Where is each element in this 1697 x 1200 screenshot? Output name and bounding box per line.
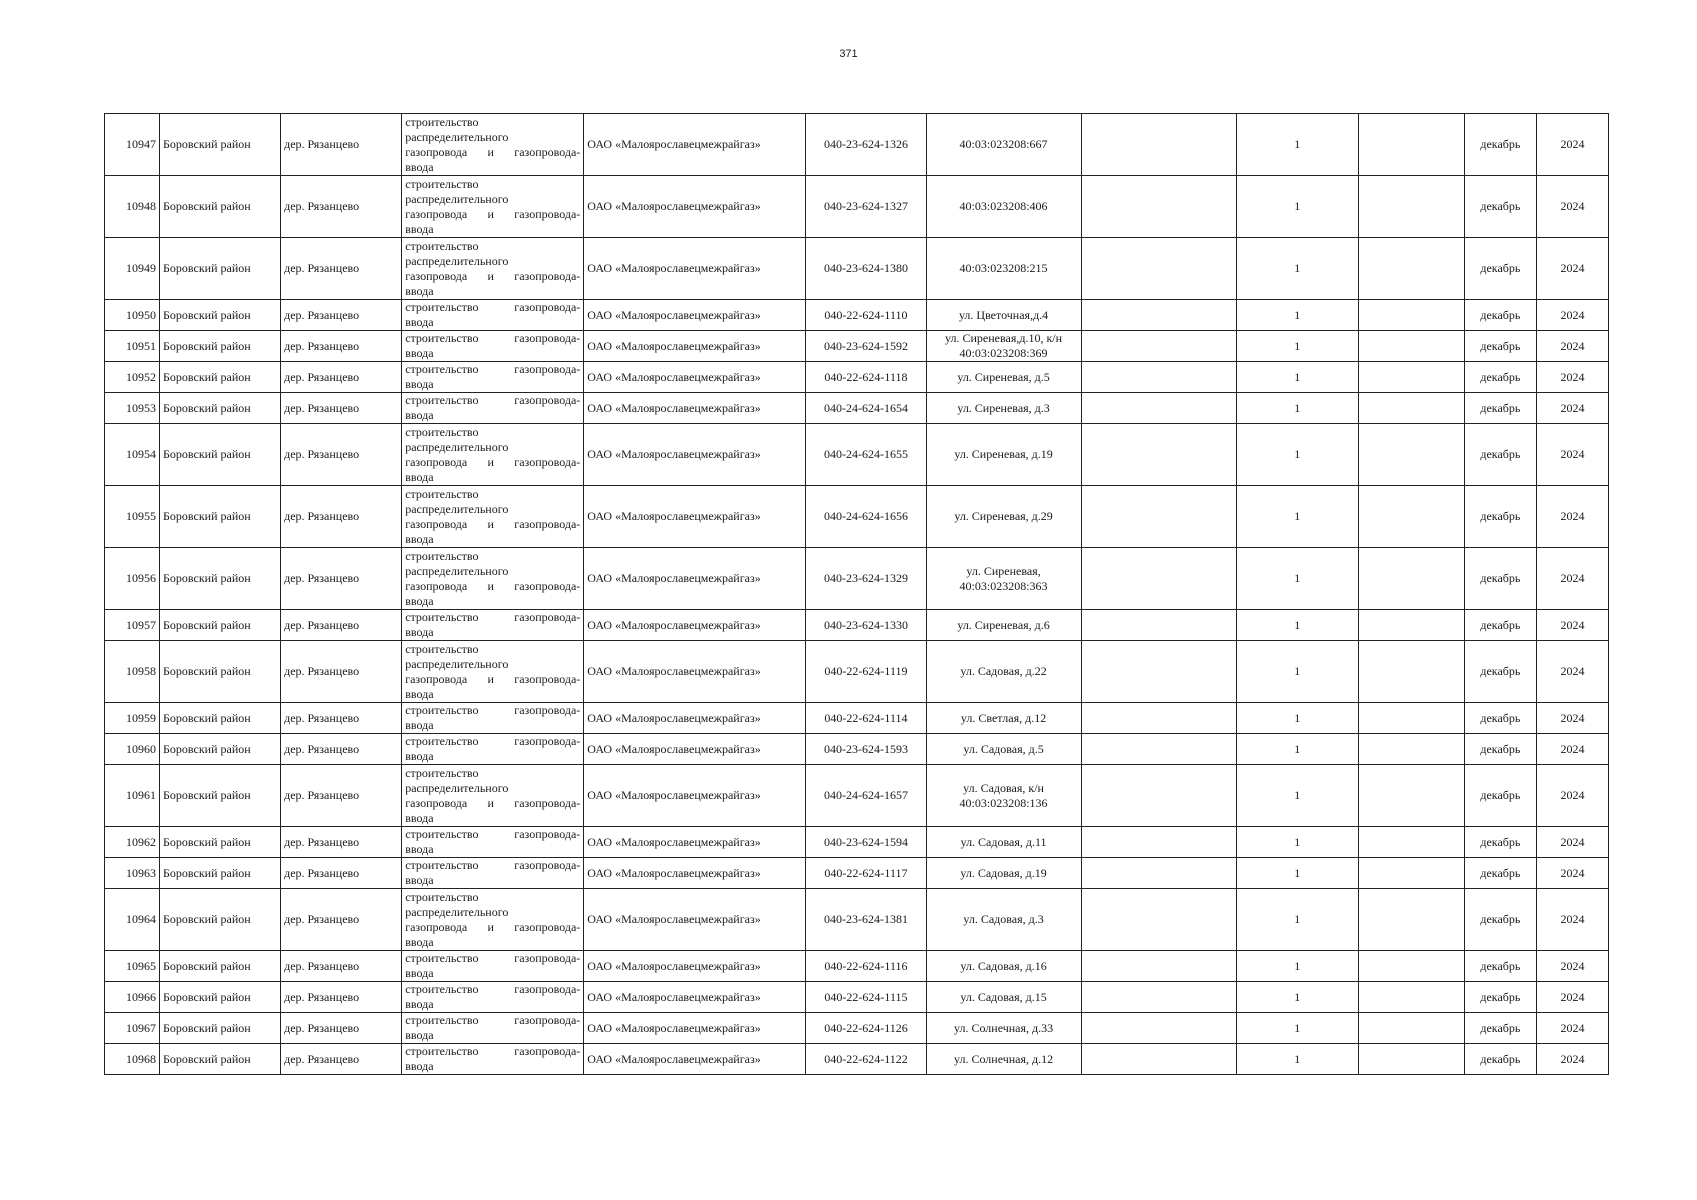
- work-type-cell: строительство распределительного газопровода и газопровода- ввода: [402, 548, 584, 610]
- object-address-cell: ул. Сиреневая, д.29: [926, 486, 1081, 548]
- district-cell: Боровский район: [160, 424, 281, 486]
- empty-cell: [1358, 858, 1464, 889]
- row-number-cell: 10947: [105, 114, 160, 176]
- quantity-cell: 1: [1236, 703, 1358, 734]
- empty-cell: [1358, 238, 1464, 300]
- month-cell: декабрь: [1464, 238, 1536, 300]
- empty-cell: [1081, 827, 1236, 858]
- year-cell: 2024: [1536, 393, 1608, 424]
- permit-number-cell: 040-22-624-1117: [806, 858, 926, 889]
- village-cell: дер. Рязанцево: [281, 331, 402, 362]
- village-cell: дер. Рязанцево: [281, 610, 402, 641]
- district-cell: Боровский район: [160, 827, 281, 858]
- permit-number-cell: 040-23-624-1593: [806, 734, 926, 765]
- organization-cell: ОАО «Малоярославецмежрайгаз»: [584, 362, 806, 393]
- organization-cell: ОАО «Малоярославецмежрайгаз»: [584, 827, 806, 858]
- table-row: [105, 765, 1609, 827]
- permit-number-cell: 040-23-624-1592: [806, 331, 926, 362]
- year-cell: 2024: [1536, 734, 1608, 765]
- organization-cell: ОАО «Малоярославецмежрайгаз»: [584, 610, 806, 641]
- table-row: [105, 982, 1609, 1013]
- empty-cell: [1081, 982, 1236, 1013]
- year-cell: 2024: [1536, 641, 1608, 703]
- village-cell: дер. Рязанцево: [281, 393, 402, 424]
- row-number-cell: 10948: [105, 176, 160, 238]
- village-cell: дер. Рязанцево: [281, 734, 402, 765]
- object-address-cell: ул. Сиреневая,д.10, к/н 40:03:023208:369: [926, 331, 1081, 362]
- empty-cell: [1358, 734, 1464, 765]
- work-type-cell: строительство распределительного газопровода и газопровода- ввода: [402, 765, 584, 827]
- permit-number-cell: 040-23-624-1330: [806, 610, 926, 641]
- permit-number-cell: 040-23-624-1381: [806, 889, 926, 951]
- year-cell: 2024: [1536, 300, 1608, 331]
- quantity-cell: 1: [1236, 300, 1358, 331]
- quantity-cell: 1: [1236, 889, 1358, 951]
- empty-cell: [1081, 1044, 1236, 1075]
- quantity-cell: 1: [1236, 982, 1358, 1013]
- work-type-cell: строительство газопровода- ввода: [402, 1044, 584, 1075]
- year-cell: 2024: [1536, 176, 1608, 238]
- month-cell: декабрь: [1464, 734, 1536, 765]
- empty-cell: [1358, 1013, 1464, 1044]
- object-address-cell: 40:03:023208:215: [926, 238, 1081, 300]
- district-cell: Боровский район: [160, 331, 281, 362]
- table-row: [105, 1013, 1609, 1044]
- organization-cell: ОАО «Малоярославецмежрайгаз»: [584, 1044, 806, 1075]
- empty-cell: [1358, 951, 1464, 982]
- month-cell: декабрь: [1464, 1044, 1536, 1075]
- organization-cell: ОАО «Малоярославецмежрайгаз»: [584, 734, 806, 765]
- permit-number-cell: 040-23-624-1327: [806, 176, 926, 238]
- quantity-cell: 1: [1236, 393, 1358, 424]
- row-number-cell: 10957: [105, 610, 160, 641]
- year-cell: 2024: [1536, 951, 1608, 982]
- quantity-cell: 1: [1236, 610, 1358, 641]
- quantity-cell: 1: [1236, 176, 1358, 238]
- row-number-cell: 10961: [105, 765, 160, 827]
- month-cell: декабрь: [1464, 114, 1536, 176]
- village-cell: дер. Рязанцево: [281, 982, 402, 1013]
- district-cell: Боровский район: [160, 858, 281, 889]
- table-row: [105, 827, 1609, 858]
- permit-number-cell: 040-22-624-1126: [806, 1013, 926, 1044]
- object-address-cell: ул. Сиреневая, д.19: [926, 424, 1081, 486]
- empty-cell: [1358, 362, 1464, 393]
- quantity-cell: 1: [1236, 1044, 1358, 1075]
- quantity-cell: 1: [1236, 114, 1358, 176]
- district-cell: Боровский район: [160, 889, 281, 951]
- empty-cell: [1081, 703, 1236, 734]
- organization-cell: ОАО «Малоярославецмежрайгаз»: [584, 858, 806, 889]
- table-row: [105, 114, 1609, 176]
- quantity-cell: 1: [1236, 765, 1358, 827]
- work-type-cell: строительство газопровода- ввода: [402, 703, 584, 734]
- permit-number-cell: 040-22-624-1118: [806, 362, 926, 393]
- month-cell: декабрь: [1464, 889, 1536, 951]
- year-cell: 2024: [1536, 424, 1608, 486]
- village-cell: дер. Рязанцево: [281, 300, 402, 331]
- table-row: [105, 393, 1609, 424]
- month-cell: декабрь: [1464, 765, 1536, 827]
- organization-cell: ОАО «Малоярославецмежрайгаз»: [584, 300, 806, 331]
- district-cell: Боровский район: [160, 703, 281, 734]
- table-row: [105, 300, 1609, 331]
- permit-number-cell: 040-22-624-1122: [806, 1044, 926, 1075]
- organization-cell: ОАО «Малоярославецмежрайгаз»: [584, 703, 806, 734]
- empty-cell: [1081, 238, 1236, 300]
- month-cell: декабрь: [1464, 610, 1536, 641]
- row-number-cell: 10960: [105, 734, 160, 765]
- work-type-cell: строительство газопровода- ввода: [402, 951, 584, 982]
- village-cell: дер. Рязанцево: [281, 703, 402, 734]
- object-address-cell: ул. Солнечная, д.12: [926, 1044, 1081, 1075]
- object-address-cell: ул. Сиреневая, д.5: [926, 362, 1081, 393]
- empty-cell: [1358, 889, 1464, 951]
- table-row: [105, 858, 1609, 889]
- row-number-cell: 10962: [105, 827, 160, 858]
- row-number-cell: 10963: [105, 858, 160, 889]
- district-cell: Боровский район: [160, 641, 281, 703]
- organization-cell: ОАО «Малоярославецмежрайгаз»: [584, 889, 806, 951]
- district-cell: Боровский район: [160, 393, 281, 424]
- row-number-cell: 10967: [105, 1013, 160, 1044]
- empty-cell: [1358, 827, 1464, 858]
- village-cell: дер. Рязанцево: [281, 951, 402, 982]
- village-cell: дер. Рязанцево: [281, 486, 402, 548]
- table-row: [105, 486, 1609, 548]
- empty-cell: [1081, 424, 1236, 486]
- year-cell: 2024: [1536, 238, 1608, 300]
- organization-cell: ОАО «Малоярославецмежрайгаз»: [584, 548, 806, 610]
- organization-cell: ОАО «Малоярославецмежрайгаз»: [584, 114, 806, 176]
- work-type-cell: строительство газопровода- ввода: [402, 982, 584, 1013]
- object-address-cell: ул. Садовая, д.19: [926, 858, 1081, 889]
- organization-cell: ОАО «Малоярославецмежрайгаз»: [584, 1013, 806, 1044]
- empty-cell: [1081, 393, 1236, 424]
- empty-cell: [1081, 951, 1236, 982]
- month-cell: декабрь: [1464, 703, 1536, 734]
- permit-number-cell: 040-22-624-1110: [806, 300, 926, 331]
- row-number-cell: 10956: [105, 548, 160, 610]
- empty-cell: [1358, 548, 1464, 610]
- month-cell: декабрь: [1464, 424, 1536, 486]
- work-type-cell: строительство распределительного газопровода и газопровода- ввода: [402, 889, 584, 951]
- year-cell: 2024: [1536, 610, 1608, 641]
- row-number-cell: 10968: [105, 1044, 160, 1075]
- year-cell: 2024: [1536, 114, 1608, 176]
- table-row: [105, 1044, 1609, 1075]
- object-address-cell: ул. Садовая, д.11: [926, 827, 1081, 858]
- month-cell: декабрь: [1464, 548, 1536, 610]
- quantity-cell: 1: [1236, 641, 1358, 703]
- organization-cell: ОАО «Малоярославецмежрайгаз»: [584, 424, 806, 486]
- month-cell: декабрь: [1464, 486, 1536, 548]
- quantity-cell: 1: [1236, 1013, 1358, 1044]
- quantity-cell: 1: [1236, 827, 1358, 858]
- work-type-cell: строительство распределительного газопровода и газопровода- ввода: [402, 641, 584, 703]
- object-address-cell: ул. Сиреневая, д.3: [926, 393, 1081, 424]
- object-address-cell: ул. Сиреневая, д.6: [926, 610, 1081, 641]
- year-cell: 2024: [1536, 1044, 1608, 1075]
- table-row: [105, 734, 1609, 765]
- object-address-cell: ул. Садовая, к/н 40:03:023208:136: [926, 765, 1081, 827]
- quantity-cell: 1: [1236, 548, 1358, 610]
- row-number-cell: 10951: [105, 331, 160, 362]
- empty-cell: [1081, 641, 1236, 703]
- work-type-cell: строительство газопровода- ввода: [402, 362, 584, 393]
- village-cell: дер. Рязанцево: [281, 238, 402, 300]
- permit-number-cell: 040-23-624-1594: [806, 827, 926, 858]
- month-cell: декабрь: [1464, 331, 1536, 362]
- table-row: [105, 362, 1609, 393]
- permit-number-cell: 040-22-624-1114: [806, 703, 926, 734]
- year-cell: 2024: [1536, 827, 1608, 858]
- empty-cell: [1081, 889, 1236, 951]
- row-number-cell: 10966: [105, 982, 160, 1013]
- year-cell: 2024: [1536, 548, 1608, 610]
- work-type-cell: строительство распределительного газопровода и газопровода- ввода: [402, 114, 584, 176]
- row-number-cell: 10950: [105, 300, 160, 331]
- object-address-cell: 40:03:023208:406: [926, 176, 1081, 238]
- row-number-cell: 10954: [105, 424, 160, 486]
- empty-cell: [1358, 1044, 1464, 1075]
- month-cell: декабрь: [1464, 827, 1536, 858]
- permit-number-cell: 040-24-624-1657: [806, 765, 926, 827]
- organization-cell: ОАО «Малоярославецмежрайгаз»: [584, 331, 806, 362]
- work-type-cell: строительство распределительного газопровода и газопровода- ввода: [402, 486, 584, 548]
- district-cell: Боровский район: [160, 238, 281, 300]
- empty-cell: [1358, 982, 1464, 1013]
- village-cell: дер. Рязанцево: [281, 641, 402, 703]
- month-cell: декабрь: [1464, 176, 1536, 238]
- district-cell: Боровский район: [160, 114, 281, 176]
- district-cell: Боровский район: [160, 610, 281, 641]
- permit-number-cell: 040-24-624-1654: [806, 393, 926, 424]
- empty-cell: [1358, 331, 1464, 362]
- table-row: [105, 424, 1609, 486]
- empty-cell: [1081, 610, 1236, 641]
- work-type-cell: строительство газопровода- ввода: [402, 827, 584, 858]
- empty-cell: [1358, 114, 1464, 176]
- organization-cell: ОАО «Малоярославецмежрайгаз»: [584, 486, 806, 548]
- table-row: [105, 548, 1609, 610]
- object-address-cell: ул. Садовая, д.3: [926, 889, 1081, 951]
- district-cell: Боровский район: [160, 548, 281, 610]
- month-cell: декабрь: [1464, 951, 1536, 982]
- table-row: [105, 641, 1609, 703]
- year-cell: 2024: [1536, 331, 1608, 362]
- empty-cell: [1358, 176, 1464, 238]
- object-address-cell: ул. Садовая, д.5: [926, 734, 1081, 765]
- district-cell: Боровский район: [160, 1044, 281, 1075]
- organization-cell: ОАО «Малоярославецмежрайгаз»: [584, 393, 806, 424]
- empty-cell: [1358, 610, 1464, 641]
- permit-number-cell: 040-22-624-1116: [806, 951, 926, 982]
- table-body: [105, 114, 1609, 1075]
- district-cell: Боровский район: [160, 176, 281, 238]
- district-cell: Боровский район: [160, 734, 281, 765]
- quantity-cell: 1: [1236, 424, 1358, 486]
- permit-number-cell: 040-24-624-1655: [806, 424, 926, 486]
- object-address-cell: ул. Садовая, д.22: [926, 641, 1081, 703]
- empty-cell: [1081, 548, 1236, 610]
- month-cell: декабрь: [1464, 393, 1536, 424]
- row-number-cell: 10959: [105, 703, 160, 734]
- table-row: [105, 610, 1609, 641]
- district-cell: Боровский район: [160, 765, 281, 827]
- work-type-cell: строительство газопровода- ввода: [402, 858, 584, 889]
- empty-cell: [1358, 424, 1464, 486]
- year-cell: 2024: [1536, 703, 1608, 734]
- object-address-cell: ул. Садовая, д.16: [926, 951, 1081, 982]
- table-row: [105, 703, 1609, 734]
- table-row: [105, 238, 1609, 300]
- row-number-cell: 10955: [105, 486, 160, 548]
- quantity-cell: 1: [1236, 486, 1358, 548]
- object-address-cell: ул. Светлая, д.12: [926, 703, 1081, 734]
- permit-number-cell: 040-24-624-1656: [806, 486, 926, 548]
- month-cell: декабрь: [1464, 300, 1536, 331]
- year-cell: 2024: [1536, 1013, 1608, 1044]
- village-cell: дер. Рязанцево: [281, 362, 402, 393]
- organization-cell: ОАО «Малоярославецмежрайгаз»: [584, 765, 806, 827]
- village-cell: дер. Рязанцево: [281, 424, 402, 486]
- organization-cell: ОАО «Малоярославецмежрайгаз»: [584, 982, 806, 1013]
- village-cell: дер. Рязанцево: [281, 827, 402, 858]
- page-number: 371: [839, 48, 858, 60]
- month-cell: декабрь: [1464, 641, 1536, 703]
- month-cell: декабрь: [1464, 362, 1536, 393]
- empty-cell: [1081, 362, 1236, 393]
- table-row: [105, 176, 1609, 238]
- empty-cell: [1081, 331, 1236, 362]
- work-type-cell: строительство газопровода- ввода: [402, 1013, 584, 1044]
- quantity-cell: 1: [1236, 734, 1358, 765]
- district-cell: Боровский район: [160, 1013, 281, 1044]
- row-number-cell: 10949: [105, 238, 160, 300]
- permit-number-cell: 040-22-624-1119: [806, 641, 926, 703]
- empty-cell: [1081, 114, 1236, 176]
- year-cell: 2024: [1536, 982, 1608, 1013]
- empty-cell: [1081, 176, 1236, 238]
- empty-cell: [1358, 765, 1464, 827]
- district-cell: Боровский район: [160, 486, 281, 548]
- table-row: [105, 951, 1609, 982]
- year-cell: 2024: [1536, 362, 1608, 393]
- work-type-cell: строительство газопровода- ввода: [402, 393, 584, 424]
- gasification-registry-table: [104, 113, 1609, 1075]
- quantity-cell: 1: [1236, 858, 1358, 889]
- empty-cell: [1358, 300, 1464, 331]
- village-cell: дер. Рязанцево: [281, 114, 402, 176]
- work-type-cell: строительство распределительного газопровода и газопровода- ввода: [402, 238, 584, 300]
- village-cell: дер. Рязанцево: [281, 889, 402, 951]
- year-cell: 2024: [1536, 858, 1608, 889]
- village-cell: дер. Рязанцево: [281, 1044, 402, 1075]
- village-cell: дер. Рязанцево: [281, 176, 402, 238]
- empty-cell: [1081, 1013, 1236, 1044]
- district-cell: Боровский район: [160, 982, 281, 1013]
- district-cell: Боровский район: [160, 362, 281, 393]
- row-number-cell: 10964: [105, 889, 160, 951]
- year-cell: 2024: [1536, 486, 1608, 548]
- row-number-cell: 10965: [105, 951, 160, 982]
- village-cell: дер. Рязанцево: [281, 765, 402, 827]
- work-type-cell: строительство распределительного газопровода и газопровода- ввода: [402, 424, 584, 486]
- quantity-cell: 1: [1236, 238, 1358, 300]
- organization-cell: ОАО «Малоярославецмежрайгаз»: [584, 238, 806, 300]
- village-cell: дер. Рязанцево: [281, 1013, 402, 1044]
- district-cell: Боровский район: [160, 951, 281, 982]
- work-type-cell: строительство газопровода- ввода: [402, 300, 584, 331]
- work-type-cell: строительство газопровода- ввода: [402, 734, 584, 765]
- object-address-cell: ул. Сиреневая, 40:03:023208:363: [926, 548, 1081, 610]
- permit-number-cell: 040-22-624-1115: [806, 982, 926, 1013]
- object-address-cell: 40:03:023208:667: [926, 114, 1081, 176]
- year-cell: 2024: [1536, 765, 1608, 827]
- work-type-cell: строительство газопровода- ввода: [402, 610, 584, 641]
- object-address-cell: ул. Солнечная, д.33: [926, 1013, 1081, 1044]
- table-row: [105, 889, 1609, 951]
- village-cell: дер. Рязанцево: [281, 858, 402, 889]
- row-number-cell: 10952: [105, 362, 160, 393]
- empty-cell: [1358, 393, 1464, 424]
- empty-cell: [1081, 858, 1236, 889]
- permit-number-cell: 040-23-624-1326: [806, 114, 926, 176]
- organization-cell: ОАО «Малоярославецмежрайгаз»: [584, 176, 806, 238]
- quantity-cell: 1: [1236, 331, 1358, 362]
- work-type-cell: строительство газопровода- ввода: [402, 331, 584, 362]
- empty-cell: [1358, 486, 1464, 548]
- empty-cell: [1358, 641, 1464, 703]
- organization-cell: ОАО «Малоярославецмежрайгаз»: [584, 641, 806, 703]
- year-cell: 2024: [1536, 889, 1608, 951]
- month-cell: декабрь: [1464, 858, 1536, 889]
- empty-cell: [1081, 765, 1236, 827]
- object-address-cell: ул. Цветочная,д.4: [926, 300, 1081, 331]
- district-cell: Боровский район: [160, 300, 281, 331]
- row-number-cell: 10953: [105, 393, 160, 424]
- row-number-cell: 10958: [105, 641, 160, 703]
- quantity-cell: 1: [1236, 362, 1358, 393]
- empty-cell: [1081, 300, 1236, 331]
- village-cell: дер. Рязанцево: [281, 548, 402, 610]
- month-cell: декабрь: [1464, 1013, 1536, 1044]
- month-cell: декабрь: [1464, 982, 1536, 1013]
- empty-cell: [1081, 734, 1236, 765]
- quantity-cell: 1: [1236, 951, 1358, 982]
- work-type-cell: строительство распределительного газопровода и газопровода- ввода: [402, 176, 584, 238]
- table-row: [105, 331, 1609, 362]
- object-address-cell: ул. Садовая, д.15: [926, 982, 1081, 1013]
- permit-number-cell: 040-23-624-1380: [806, 238, 926, 300]
- organization-cell: ОАО «Малоярославецмежрайгаз»: [584, 951, 806, 982]
- empty-cell: [1358, 703, 1464, 734]
- empty-cell: [1081, 486, 1236, 548]
- permit-number-cell: 040-23-624-1329: [806, 548, 926, 610]
